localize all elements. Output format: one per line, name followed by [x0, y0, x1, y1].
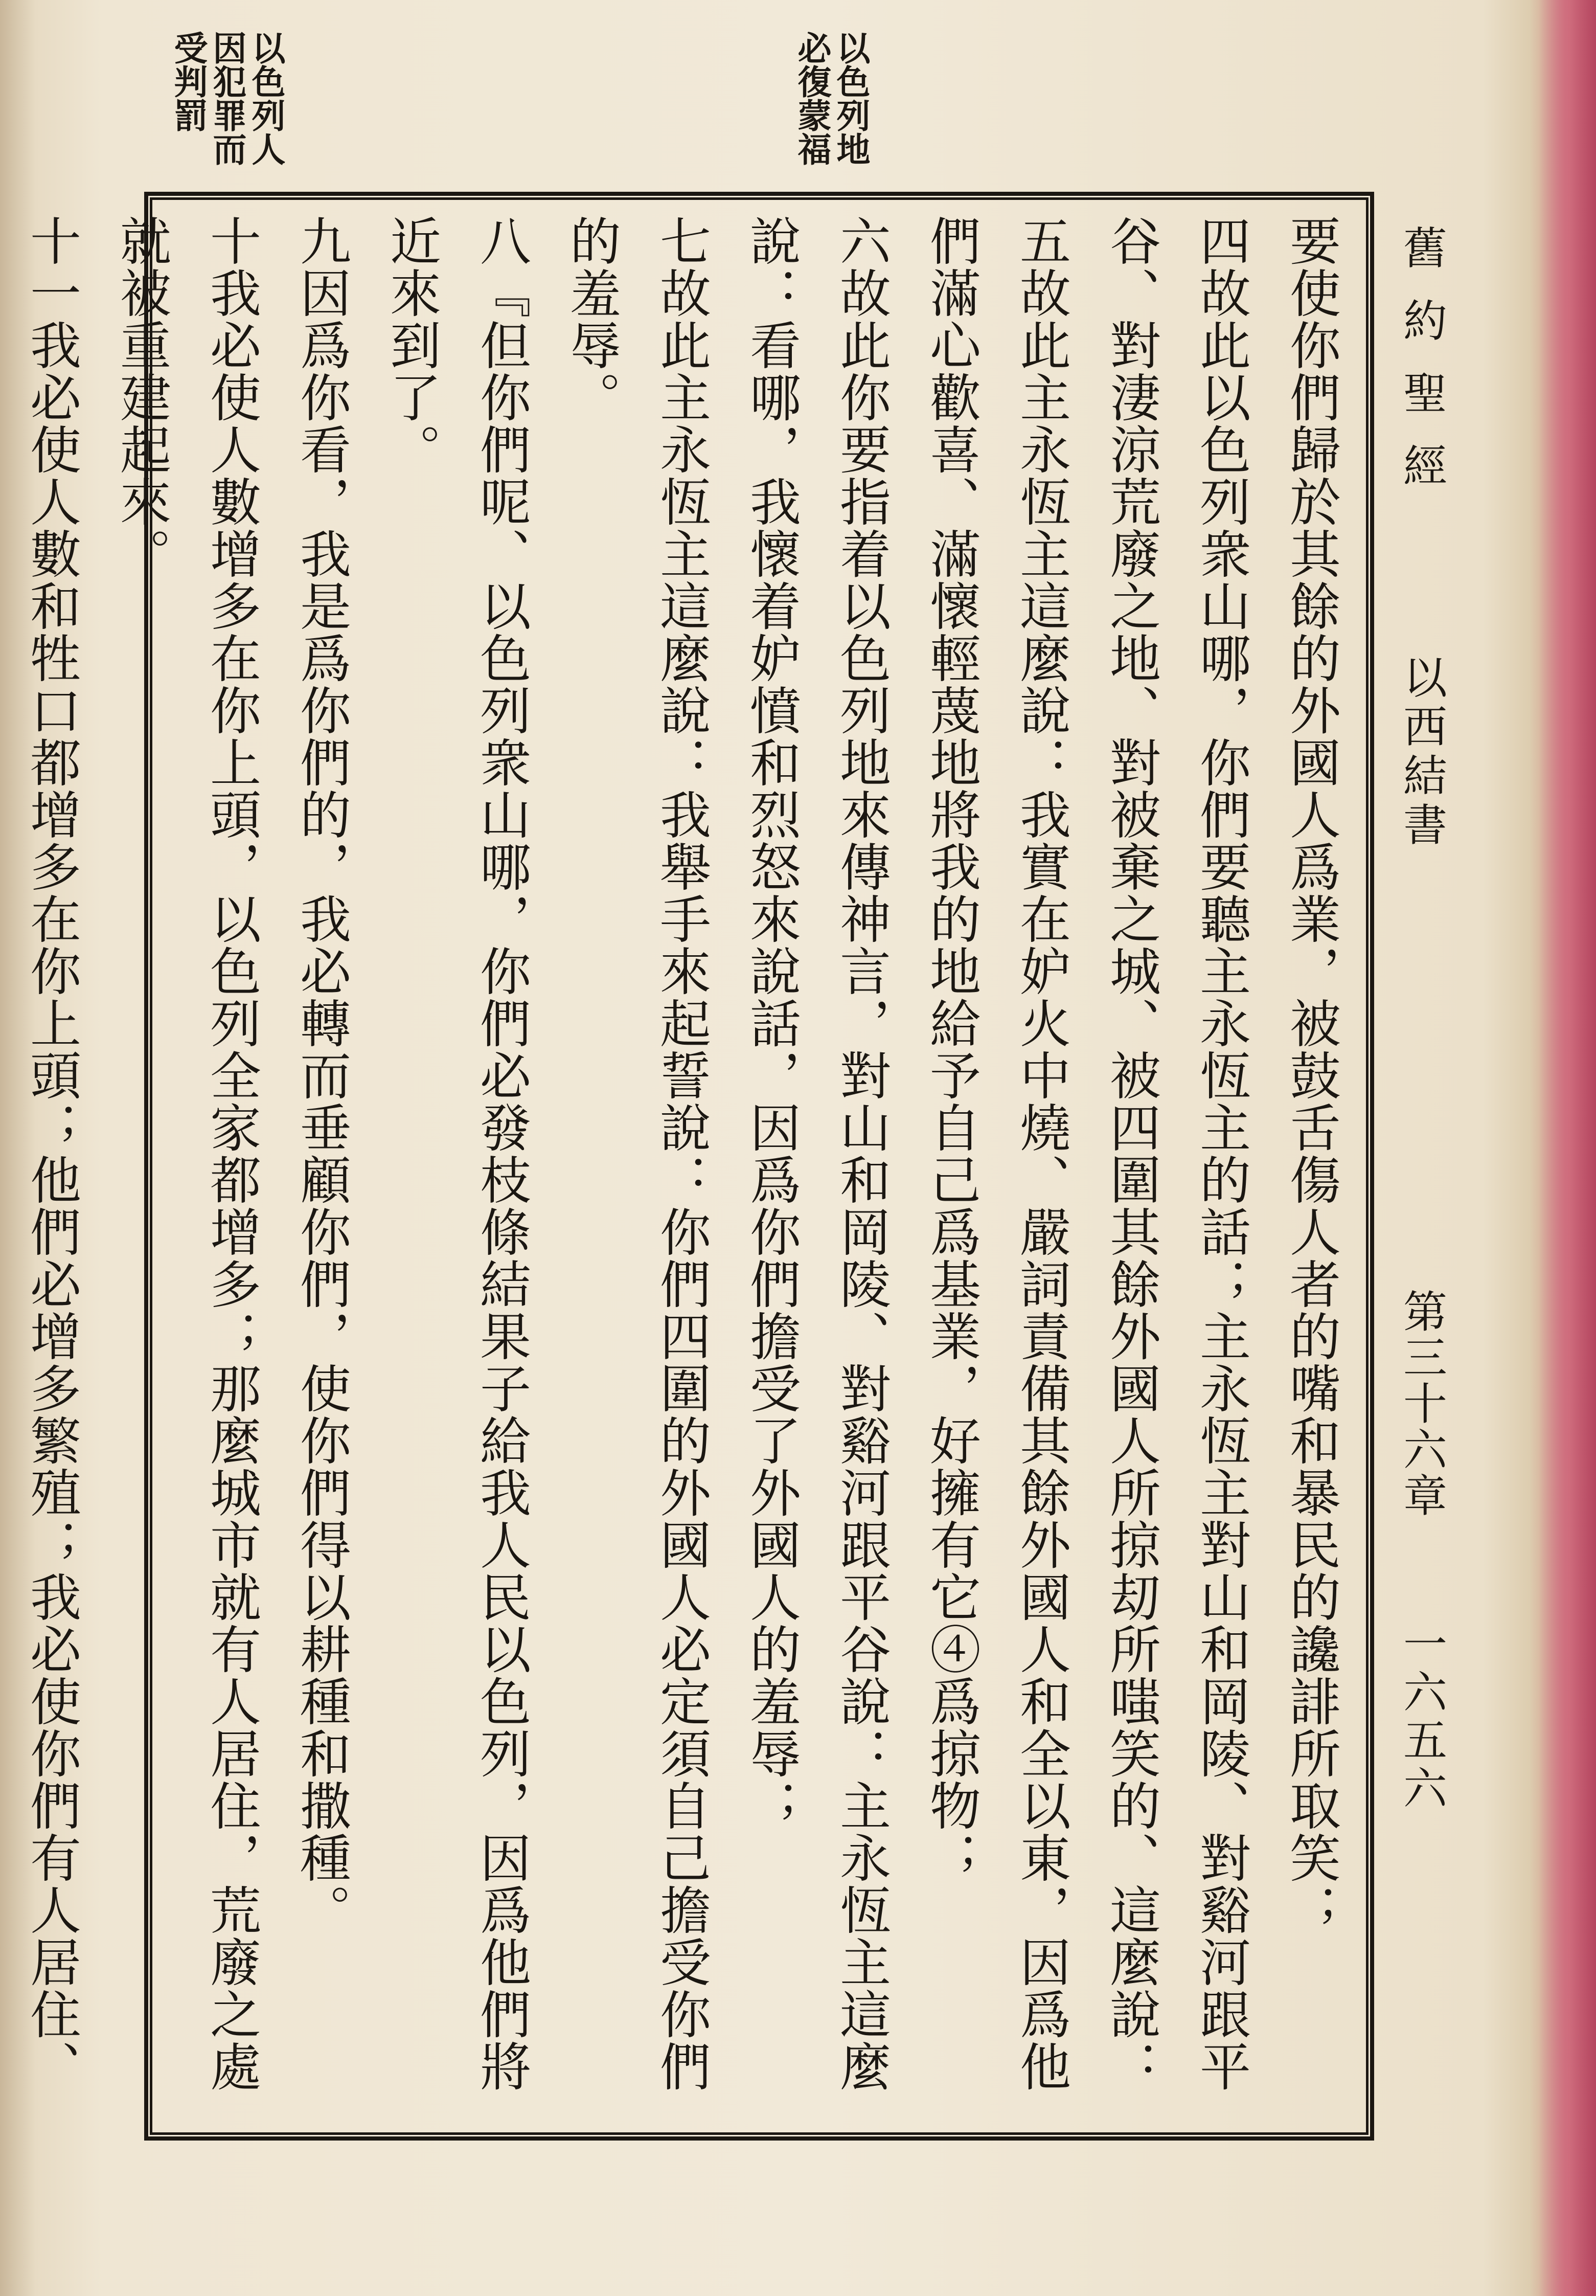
margin-note-line: 必復蒙福	[792, 31, 832, 166]
verse-paragraph: 十我必使人數增多在你上頭，以色列全家都增多；那麼城市就有人居住，荒廢之處就被重建起來。	[111, 215, 261, 2092]
verse-paragraph: 要使你們歸於其餘的外國人爲業，被鼓舌傷人者的嘴和暴民的讒誹所取笑；	[1281, 215, 1341, 1936]
margin-note-line: 以色列地	[831, 31, 871, 166]
verse-paragraph: 八『但你們呢、以色列衆山哪，你們必發枝條結果子給我人民以色列，因爲他們將近來到了。	[381, 215, 531, 2092]
verse-paragraph: 七故此主永恆主這麼說：我舉手來起誓說：你們四圍的外國人必定須自己擔受你們的羞辱。	[561, 215, 711, 2092]
running-title: 舊約聖經	[1396, 225, 1447, 515]
verse-paragraph: 九因爲你看，我是爲你們的，我必轉而垂顧你們，使你們得以耕種和撒種。	[291, 215, 351, 1936]
margin-note-2	[792, 31, 870, 166]
verse-paragraph: 十一我必使人數和牲口都增多在你上頭；他們必增多繁殖；我必使你們有人居住、	[21, 215, 81, 2092]
margin-note-line: 以色列人	[246, 31, 286, 166]
chapter-heading: 第三十六章	[1396, 1289, 1447, 1519]
margin-note-1	[169, 31, 285, 166]
margin-note-line: 因犯罪而	[207, 31, 247, 166]
page-edge-stain	[1530, 0, 1596, 2296]
margin-note-line: 受判罰	[168, 31, 208, 132]
page-number: 一六五六	[1396, 1621, 1447, 1813]
book-name: 以西結書	[1396, 655, 1447, 851]
verse-paragraph: 五故此主永恆主這麼說：我實在妒火中燒、嚴詞責備其餘外國人和全以東，因爲他們滿心歡喜、滿懷輕蔑地將我的地給予自己爲基業，好擁有它④爲掠物；	[921, 215, 1071, 2092]
verse-paragraph: 六故此你要指着以色列地來傳神言，對山和岡陵、對谿河跟平谷說：主永恆主這麼說：看哪，我懷着妒憤和烈怒來說話，因爲你們擔受了外國人的羞辱；	[741, 215, 891, 2092]
verse-paragraph: 四故此以色列衆山哪，你們要聽主永恆主的話；主永恆主對山和岡陵、對谿河跟平谷、對淒涼荒廢之地、對被棄之城、被四圍其餘外國人所掠刧所嗤笑的、這麼說：	[1101, 215, 1251, 2092]
scripture-text	[21, 215, 1356, 2107]
